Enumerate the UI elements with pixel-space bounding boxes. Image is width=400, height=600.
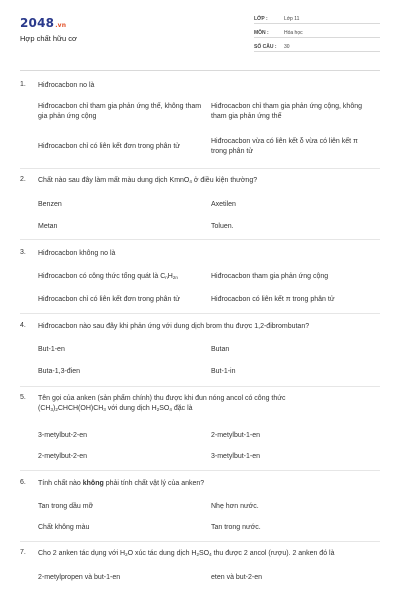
- question-3: [20, 249, 380, 319]
- option-c[interactable]: Chất không màu: [38, 524, 90, 531]
- question-stem: Tên gọi của anken (sản phẩm chính) thu được khi đun nóng ancol có công thức $(CH_3)_2CHCH(OH)CH_3$ với dung dịch $H_2SO_4$ đặc là: [38, 395, 286, 412]
- question-5: [20, 394, 380, 474]
- meta-count: [254, 42, 380, 52]
- option-c[interactable]: Hiđrocacbon chỉ có liên kết đơn trong phân tử: [38, 143, 180, 150]
- question-divider: [20, 313, 380, 314]
- question-number: 1.: [20, 81, 26, 88]
- option-a[interactable]: Hiđrocacbon chỉ tham gia phản ứng thế, không tham gia phản ứng cộng: [38, 103, 202, 120]
- option-d[interactable]: 3-metylbut-1-en: [211, 453, 261, 460]
- question-number: 4.: [20, 322, 26, 329]
- meta-subject-label: MÔN :: [254, 30, 269, 36]
- meta-count-value: 30: [284, 44, 290, 50]
- option-a[interactable]: Tan trong dầu mỡ: [38, 503, 94, 510]
- option-a[interactable]: 2-metylpropen và but-1-en: [38, 574, 121, 581]
- question-stem: Tính chất nào không phải tính chất vật lý của anken?: [38, 480, 205, 487]
- option-b[interactable]: eten và but-2-en: [211, 574, 262, 581]
- question-stem: Hiđrocacbon no là: [38, 82, 95, 89]
- question-divider: [20, 541, 380, 542]
- question-6: [20, 479, 380, 549]
- site-logo[interactable]: 2048.vn: [20, 16, 67, 30]
- question-stem: Chất nào sau đây làm mất màu dung dịch KmnO$_4$ ở điều kiện thường?: [38, 177, 258, 184]
- option-b[interactable]: Hiđrocacbon chỉ tham gia phản ứng cộng, không tham gia phản ứng thế: [211, 103, 363, 120]
- question-divider: [20, 386, 380, 387]
- meta-subject: [254, 28, 380, 38]
- option-d[interactable]: Hiđrocacbon có liên kết π trong phân tử: [211, 296, 335, 303]
- question-number: 6.: [20, 479, 26, 486]
- option-b[interactable]: 2-metylbut-1-en: [211, 432, 261, 439]
- meta-class-label: LỚP :: [254, 16, 268, 22]
- question-stem: Hiđrocacbon nào sau đây khi phản ứng với dung dịch brom thu được 1,2-đibrombutan?: [38, 323, 310, 330]
- option-a[interactable]: Benzen: [38, 201, 62, 208]
- option-a[interactable]: Hiđrocacbon có công thức tổng quát là $C_nH_{2n}$: [38, 273, 178, 280]
- option-b[interactable]: Hiđrocacbon tham gia phản ứng cộng: [211, 273, 329, 280]
- question-number: 2.: [20, 176, 26, 183]
- question-number: 5.: [20, 394, 26, 401]
- option-b[interactable]: Butan: [211, 346, 230, 353]
- question-stem: Cho 2 anken tác dụng với $H_2O$ xúc tác dung dịch $H_2SO_4$ thu được 2 ancol (rượu). 2 anken đó là: [38, 550, 335, 557]
- option-c[interactable]: Buta-1,3-đien: [38, 368, 81, 375]
- option-d[interactable]: Toluen.: [211, 223, 234, 230]
- option-c[interactable]: 2-metylbut-2-en: [38, 453, 88, 460]
- question-divider: [20, 168, 380, 169]
- meta-class: [254, 14, 380, 24]
- question-number: 3.: [20, 249, 26, 256]
- option-c[interactable]: Hiđrocacbon chỉ có liên kết đơn trong phân tử: [38, 296, 180, 303]
- question-7: [20, 549, 380, 600]
- header-divider: [20, 70, 380, 71]
- option-d[interactable]: Hiđrocacbon vừa có liên kết δ vừa có liên kết π trong phân tử: [211, 138, 358, 155]
- option-b[interactable]: Axetilen: [211, 201, 236, 208]
- question-stem: Hiđrocacbon không no là: [38, 250, 116, 257]
- question-1: [20, 81, 380, 176]
- option-a[interactable]: 3-metylbut-2-en: [38, 432, 88, 439]
- question-4: [20, 322, 380, 392]
- option-c[interactable]: Metan: [38, 223, 58, 230]
- document-title: Hợp chất hữu cơ: [20, 34, 77, 43]
- question-divider: [20, 239, 380, 240]
- question-number: 7.: [20, 549, 26, 556]
- meta-subject-value: Hóa học: [284, 30, 303, 36]
- option-d[interactable]: But-1-in: [211, 368, 236, 375]
- question-divider: [20, 470, 380, 471]
- meta-class-value: Lớp 11: [284, 16, 300, 22]
- option-a[interactable]: But-1-en: [38, 346, 65, 353]
- option-b[interactable]: Nhẹ hơn nước.: [211, 503, 259, 510]
- option-d[interactable]: Tan trong nước.: [211, 524, 261, 531]
- question-2: [20, 176, 380, 246]
- meta-count-label: SỐ CÂU :: [254, 44, 277, 50]
- page-header: [0, 0, 400, 70]
